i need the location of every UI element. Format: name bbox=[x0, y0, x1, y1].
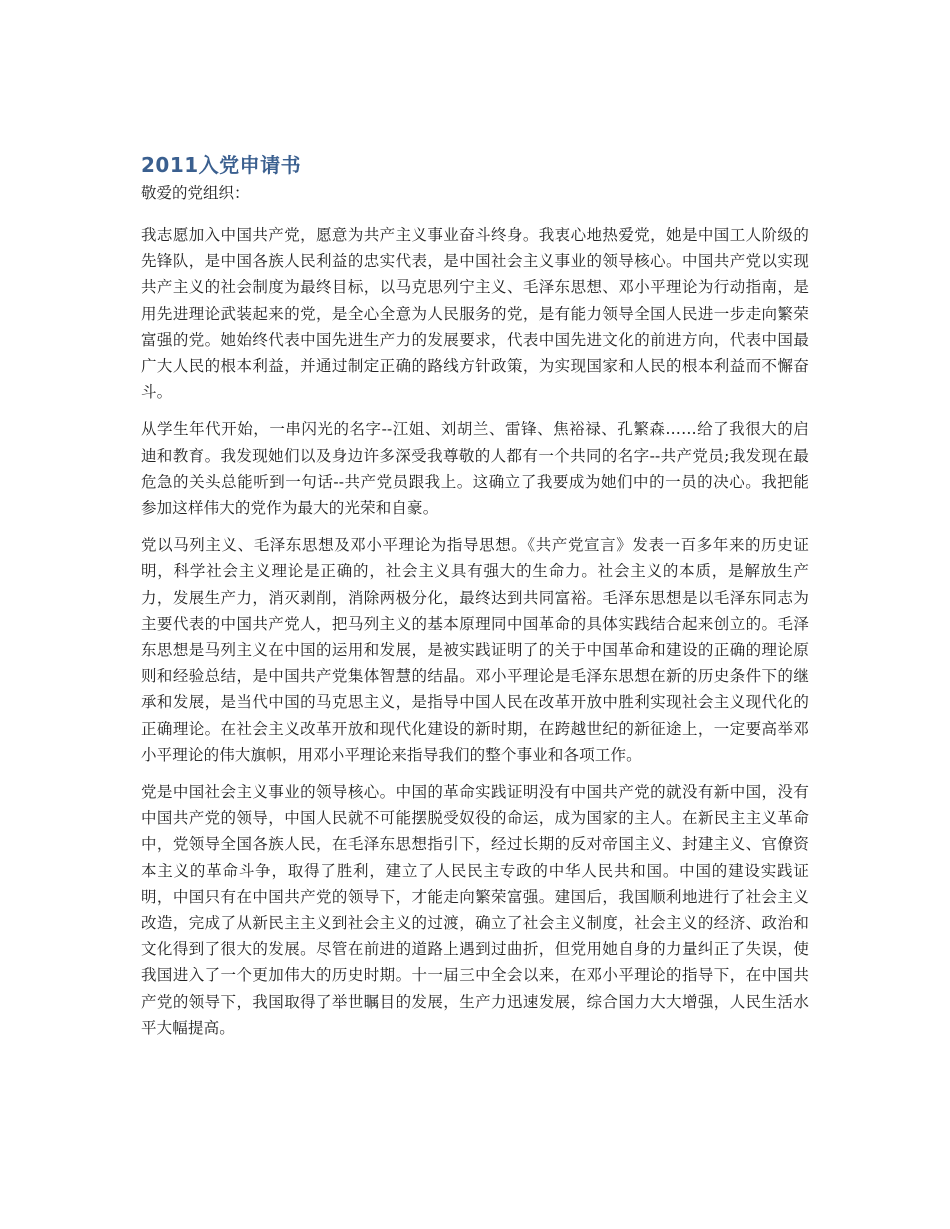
paragraph-role-models: 从学生年代开始，一串闪光的名字--江姐、刘胡兰、雷锋、焦裕禄、孔繁森……给了我很大的启迪和教育。我发现她们以及身边许多深受我尊敬的人都有一个共同的名字--共产党员;我发现在最危急的关头总能听到一句话--共产党员跟我上。这确立了我要成为她们中的一员的决心。我把能参加这样伟大的党作为最大的光荣和自豪。 bbox=[141, 420, 809, 518]
document-page bbox=[141, 150, 809, 1052]
paragraph-guiding-ideology: 党以马列主义、毛泽东思想及邓小平理论为指导思想。《共产党宣言》发表一百多年来的历史证明，科学社会主义理论是正确的，社会主义具有强大的生命力。社会主义的本质，是解放生产力，发展生产力，消灭剥削，消除两极分化，最终达到共同富裕。毛泽东思想是以毛泽东同志为主要代表的中国共产党人，把马列主义的基本原理同中国革命的具体实践结合起来创立的。毛泽东思想是马列主义在中国的运用和发展，是被实践证明了的关于中国革命和建设的正确的理论原则和经验总结，是中国共产党集体智慧的结晶。邓小平理论是毛泽东思想在新的历史条件下的继承和发展，是当代中国的马克思主义，是指导中国人民在改革开放中胜利实现社会主义现代化的正确理论。在社会主义改革开放和现代化建设的新时期，在跨越世纪的新征途上，一定要高举邓小平理论的伟大旗帜，用邓小平理论来指导我们的整个事业和各项工作。 bbox=[141, 536, 809, 764]
salutation: 敬爱的党组织： bbox=[141, 184, 250, 202]
paragraph-application: 我志愿加入中国共产党，愿意为共产主义事业奋斗终身。我衷心地热爱党，她是中国工人阶级的先锋队，是中国各族人民利益的忠实代表，是中国社会主义事业的领导核心。中国共产党以实现共产主义的社会制度为最终目标，以马克思列宁主义、毛泽东思想、邓小平理论为行动指南，是用先进理论武装起来的党，是全心全意为人民服务的党，是有能力领导全国人民进一步走向繁荣富强的党。她始终代表中国先进生产力的发展要求，代表中国先进文化的前进方向，代表中国最广大人民的根本利益，并通过制定正确的路线方针政策，为实现国家和人民的根本利益而不懈奋斗。 bbox=[141, 226, 809, 402]
paragraph-leadership-core: 党是中国社会主义事业的领导核心。中国的革命实践证明没有中国共产党的就没有新中国，没有中国共产党的领导，中国人民就不可能摆脱受奴役的命运，成为国家的主人。在新民主主义革命中，党领导全国各族人民，在毛泽东思想指引下，经过长期的反对帝国主义、封建主义、官僚资本主义的革命斗争，取得了胜利，建立了人民民主专政的中华人民共和国。中国的建设实践证明，中国只有在中国共产党的领导下，才能走向繁荣富强。建国后，我国顺利地进行了社会主义改造，完成了从新民主主义到社会主义的过渡，确立了社会主义制度，社会主义的经济、政治和文化得到了很大的发展。尽管在前进的道路上遇到过曲折，但党用她自身的力量纠正了失误，使我国进入了一个更加伟大的历史时期。十一届三中全会以来，在邓小平理论的指导下，在中国共产党的领导下，我国取得了举世瞩目的发展，生产力迅速发展，综合国力大大增强，人民生活水平大幅提高。 bbox=[141, 783, 809, 1037]
document-title: 2011入党申请书 bbox=[141, 153, 302, 177]
